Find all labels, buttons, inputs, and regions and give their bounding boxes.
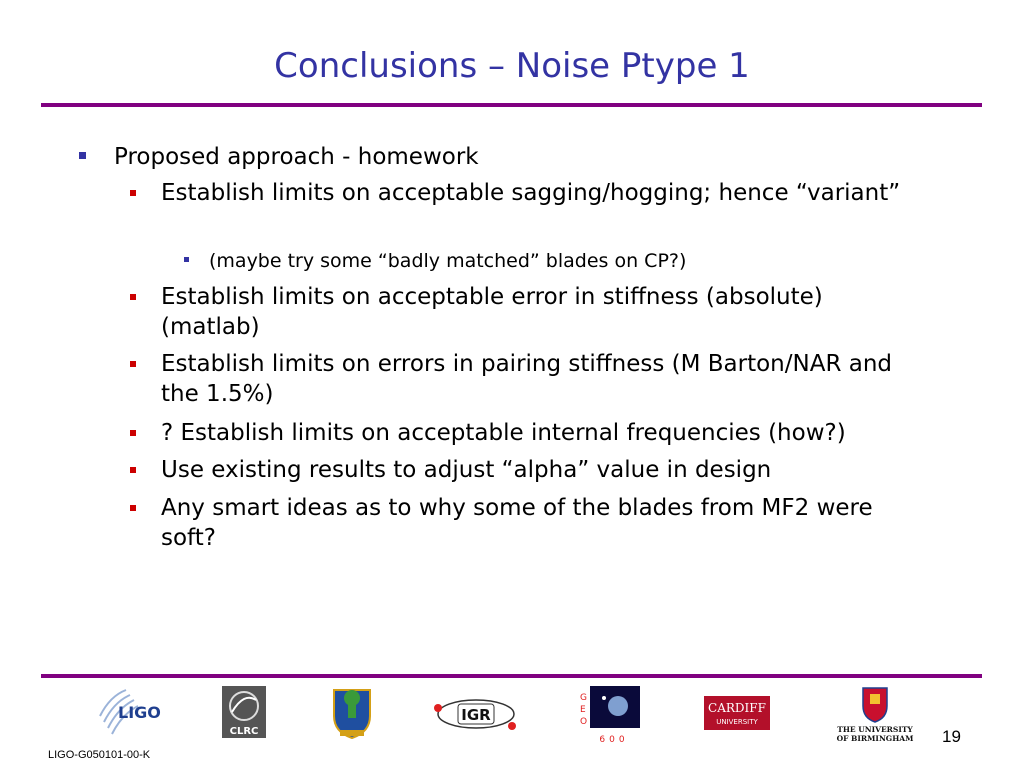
clrc-logo-text: CLRC bbox=[229, 726, 259, 737]
bullet-square-icon bbox=[184, 257, 189, 262]
university-crest-icon bbox=[330, 686, 374, 744]
birmingham-logo-line2: OF BIRMINGHAM bbox=[836, 734, 914, 743]
ligo-logo-icon bbox=[96, 686, 166, 740]
bullet-item bbox=[130, 418, 921, 448]
bullet-square-icon bbox=[79, 152, 86, 159]
bullet-text: Use existing results to adjust “alpha” value in design bbox=[161, 457, 772, 483]
ligo-logo-text: LIGO bbox=[118, 703, 161, 722]
clrc-logo-icon bbox=[222, 686, 266, 742]
bullet-square-icon bbox=[130, 430, 136, 436]
bullet-square-icon bbox=[130, 190, 136, 196]
svg-text:O: O bbox=[580, 717, 588, 727]
slide-title: Conclusions – Noise Ptype 1 bbox=[274, 46, 750, 86]
bullet-text: Any smart ideas as to why some of the blades from MF2 were soft? bbox=[161, 495, 873, 551]
bullet-square-icon bbox=[130, 467, 136, 473]
birmingham-logo-line1: THE UNIVERSITY bbox=[837, 725, 913, 734]
bullet-text: Establish limits on errors in pairing stiffness (M Barton/NAR and the 1.5%) bbox=[161, 351, 893, 407]
igr-logo-icon bbox=[432, 692, 520, 740]
bullet-item bbox=[130, 455, 921, 485]
birmingham-crest-icon bbox=[830, 686, 920, 748]
svg-text:E: E bbox=[580, 705, 586, 715]
bullet-text: (maybe try some “badly matched” blades on CP?) bbox=[209, 250, 687, 272]
bullet-item bbox=[79, 142, 479, 172]
bullet-text: Proposed approach - homework bbox=[114, 144, 479, 170]
cardiff-logo-icon bbox=[704, 696, 770, 734]
igr-logo-text: IGR bbox=[461, 706, 491, 724]
footer-divider bbox=[41, 674, 982, 678]
bullet-text: Establish limits on acceptable error in stiffness (absolute) (matlab) bbox=[161, 284, 823, 340]
page-number: 19 bbox=[942, 727, 961, 746]
bullet-item bbox=[130, 282, 921, 342]
bullet-square-icon bbox=[130, 361, 136, 367]
bullet-square-icon bbox=[130, 505, 136, 511]
bullet-text: ? Establish limits on acceptable internal frequencies (how?) bbox=[161, 420, 846, 446]
bullet-square-icon bbox=[130, 294, 136, 300]
bullet-item bbox=[130, 178, 921, 208]
geo600-logo-icon bbox=[574, 686, 644, 748]
bullet-item bbox=[130, 349, 921, 409]
bullet-item bbox=[130, 493, 921, 553]
cardiff-logo-line1: CARDIFF bbox=[708, 701, 766, 715]
bullet-text: Establish limits on acceptable sagging/hogging; hence “variant” bbox=[161, 180, 901, 206]
geo600-logo-number: 600 bbox=[599, 735, 629, 744]
partner-logos bbox=[0, 682, 1024, 742]
svg-text:G: G bbox=[580, 693, 587, 703]
bullet-item bbox=[184, 249, 686, 273]
cardiff-logo-line2: UNIVERSITY bbox=[716, 718, 758, 726]
document-id: LIGO-G050101-00-K bbox=[48, 749, 151, 761]
